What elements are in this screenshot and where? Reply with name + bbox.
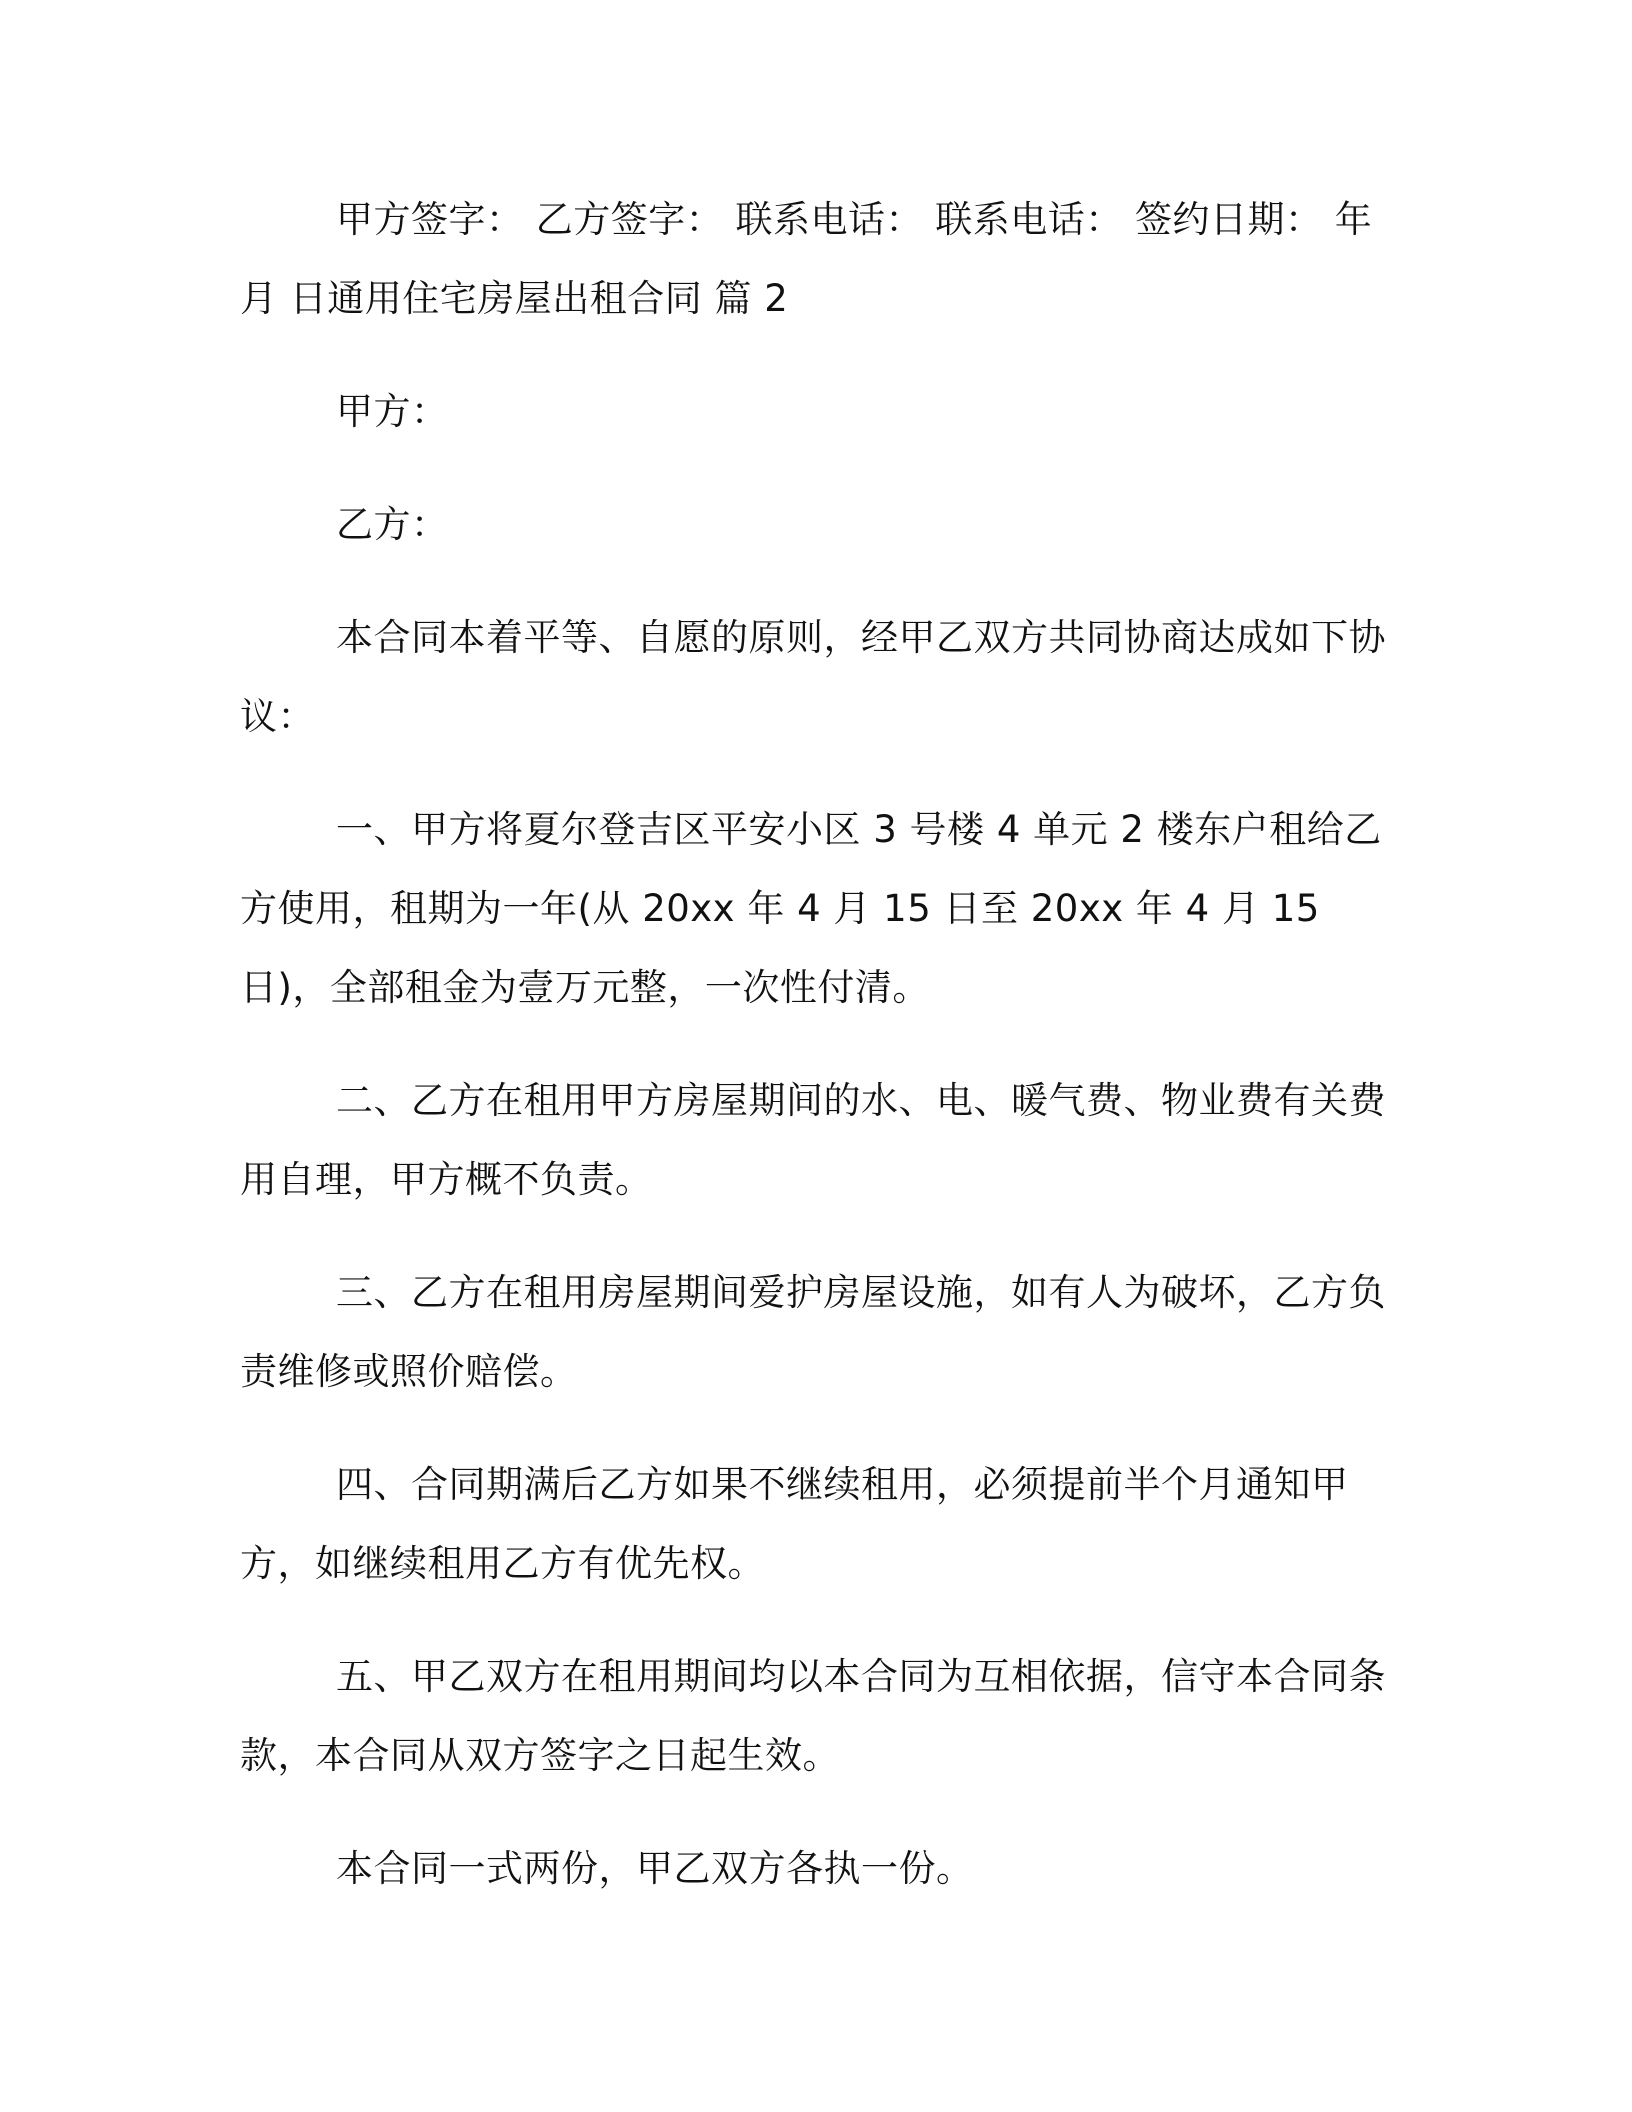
signature-line: 甲方签字： 乙方签字： 联系电话： 联系电话： 签约日期： 年 月 日通用住宅房屋出租合同 篇 2 xyxy=(240,198,1373,320)
party-b-label: 乙方： xyxy=(336,503,449,546)
preamble-paragraph: 本合同本着平等、自愿的原则，经甲乙双方共同协商达成如下协议： xyxy=(240,616,1386,738)
clause-2-paragraph: 二、乙方在租用甲方房屋期间的水、电、暖气费、物业费有关费用自理，甲方概不负责。 xyxy=(240,1079,1386,1201)
clause-3-paragraph: 三、乙方在租用房屋期间爱护房屋设施，如有人为破坏，乙方负责维修或照价赔偿。 xyxy=(240,1271,1386,1393)
clause-4-paragraph: 四、合同期满后乙方如果不继续租用，必须提前半个月通知甲方，如继续租用乙方有优先权。 xyxy=(240,1463,1349,1585)
copies-paragraph: 本合同一式两份，甲乙双方各执一份。 xyxy=(336,1847,974,1890)
party-a-label: 甲方： xyxy=(336,390,449,433)
document-body xyxy=(240,180,1400,1908)
clause-5-paragraph: 五、甲乙双方在租用期间均以本合同为互相依据，信守本合同条款，本合同从双方签字之日起生效。 xyxy=(240,1655,1386,1777)
clause-1-paragraph: 一、甲方将夏尔登吉区平安小区 3 号楼 4 单元 2 楼东户租给乙方使用，租期为一年(从 20xx 年 4 月 15 日至 20xx 年 4 月 15 日)，全部租金为壹万元整，一次性付清。 xyxy=(240,808,1382,1009)
